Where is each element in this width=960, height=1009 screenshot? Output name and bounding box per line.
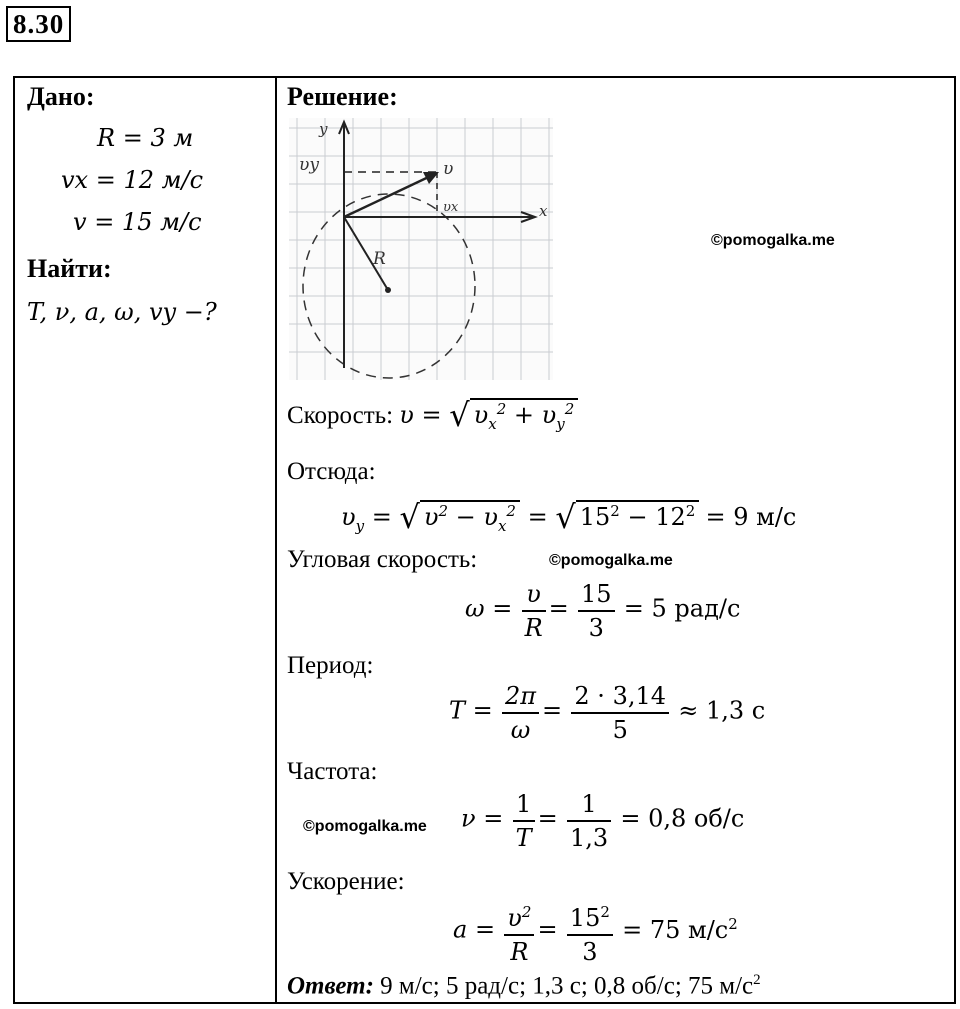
watermark: ©pomogalka.me <box>711 232 835 249</box>
x-axis-label: x <box>539 202 548 220</box>
problem-number: 8.30 <box>6 6 71 42</box>
period-result: ≈ 1,3 с <box>678 696 766 725</box>
answer-line: Ответ: 9 м/с; 5 рад/с; 1,3 с; 0,8 об/с; 75 $м/с^2$ <box>287 972 761 1000</box>
find-header: Найти: <box>27 254 112 283</box>
answer-text: 9 м/с; 5 рад/с; 1,3 с; 0,8 об/с; 75 м/с <box>380 972 754 1000</box>
speed-label: Скорость: <box>287 402 394 429</box>
given-v: v = 15 м/с <box>73 208 202 236</box>
vx-label: υx <box>443 200 459 215</box>
period-formula: T = $\frac{2\pi}{\omega}$ = $\frac{2 \cdot 3,14}{5}$ ≈ 1,3 с <box>449 682 766 744</box>
answer-label: Ответ: <box>287 972 374 1000</box>
find-list: T, ν, a, ω, vy −? <box>27 298 217 326</box>
omega-formula: ω = $\frac{\upsilon}{R}$ = $\frac{15}{3}$ = 5 рад/с <box>465 580 741 642</box>
given-vx: vx = 12 м/с <box>61 166 204 194</box>
omega-result: = 5 рад/с <box>623 594 741 623</box>
speed-formula: Скорость: υ = √ $\upsilon_x^2 + \upsilon_y^2$ <box>287 396 578 434</box>
velocity-figure <box>289 118 553 380</box>
column-divider <box>275 78 277 1002</box>
vy-formula: $\upsilon_y$ = √ $\upsilon^2 - \upsilon_x^2$ = √ $15^2 - 12^2 = 9$ м/с <box>341 498 797 536</box>
v-label: υ <box>443 159 454 179</box>
watermark-3: ©pomogalka.me <box>303 818 427 835</box>
solution-header: Решение: <box>287 82 398 111</box>
circle-center <box>385 287 391 293</box>
vy-label: υy <box>299 155 319 175</box>
radius-label: R <box>373 249 386 269</box>
accel-formula: a = $\frac{\upsilon^2}{R}$ = $\frac{15^2}{3}$ = 75 $м/с^2$ <box>453 903 738 966</box>
graph-paper <box>289 118 553 380</box>
accel-label: Ускорение: <box>287 868 405 895</box>
frequency-result: = 0,8 об/с <box>620 804 745 833</box>
solution-table <box>13 76 956 1004</box>
watermark-2: ©pomogalka.me <box>549 552 673 569</box>
period-label: Период: <box>287 652 374 679</box>
frequency-label: Частота: <box>287 758 378 785</box>
angular-label: Угловая скорость: <box>287 546 478 573</box>
y-axis-label: y <box>319 120 328 138</box>
given-radius: R = 3 м <box>97 124 194 152</box>
accel-result: = 75 м/с <box>622 915 729 944</box>
given-header: Дано: <box>27 82 95 111</box>
hence-label: Отсюда: <box>287 458 376 485</box>
frequency-formula: ν = $\frac{1}{T}$ = $\frac{1}{1,3}$ = 0,8 об/с <box>461 790 745 852</box>
vy-result: = 9 м/с <box>705 503 797 531</box>
